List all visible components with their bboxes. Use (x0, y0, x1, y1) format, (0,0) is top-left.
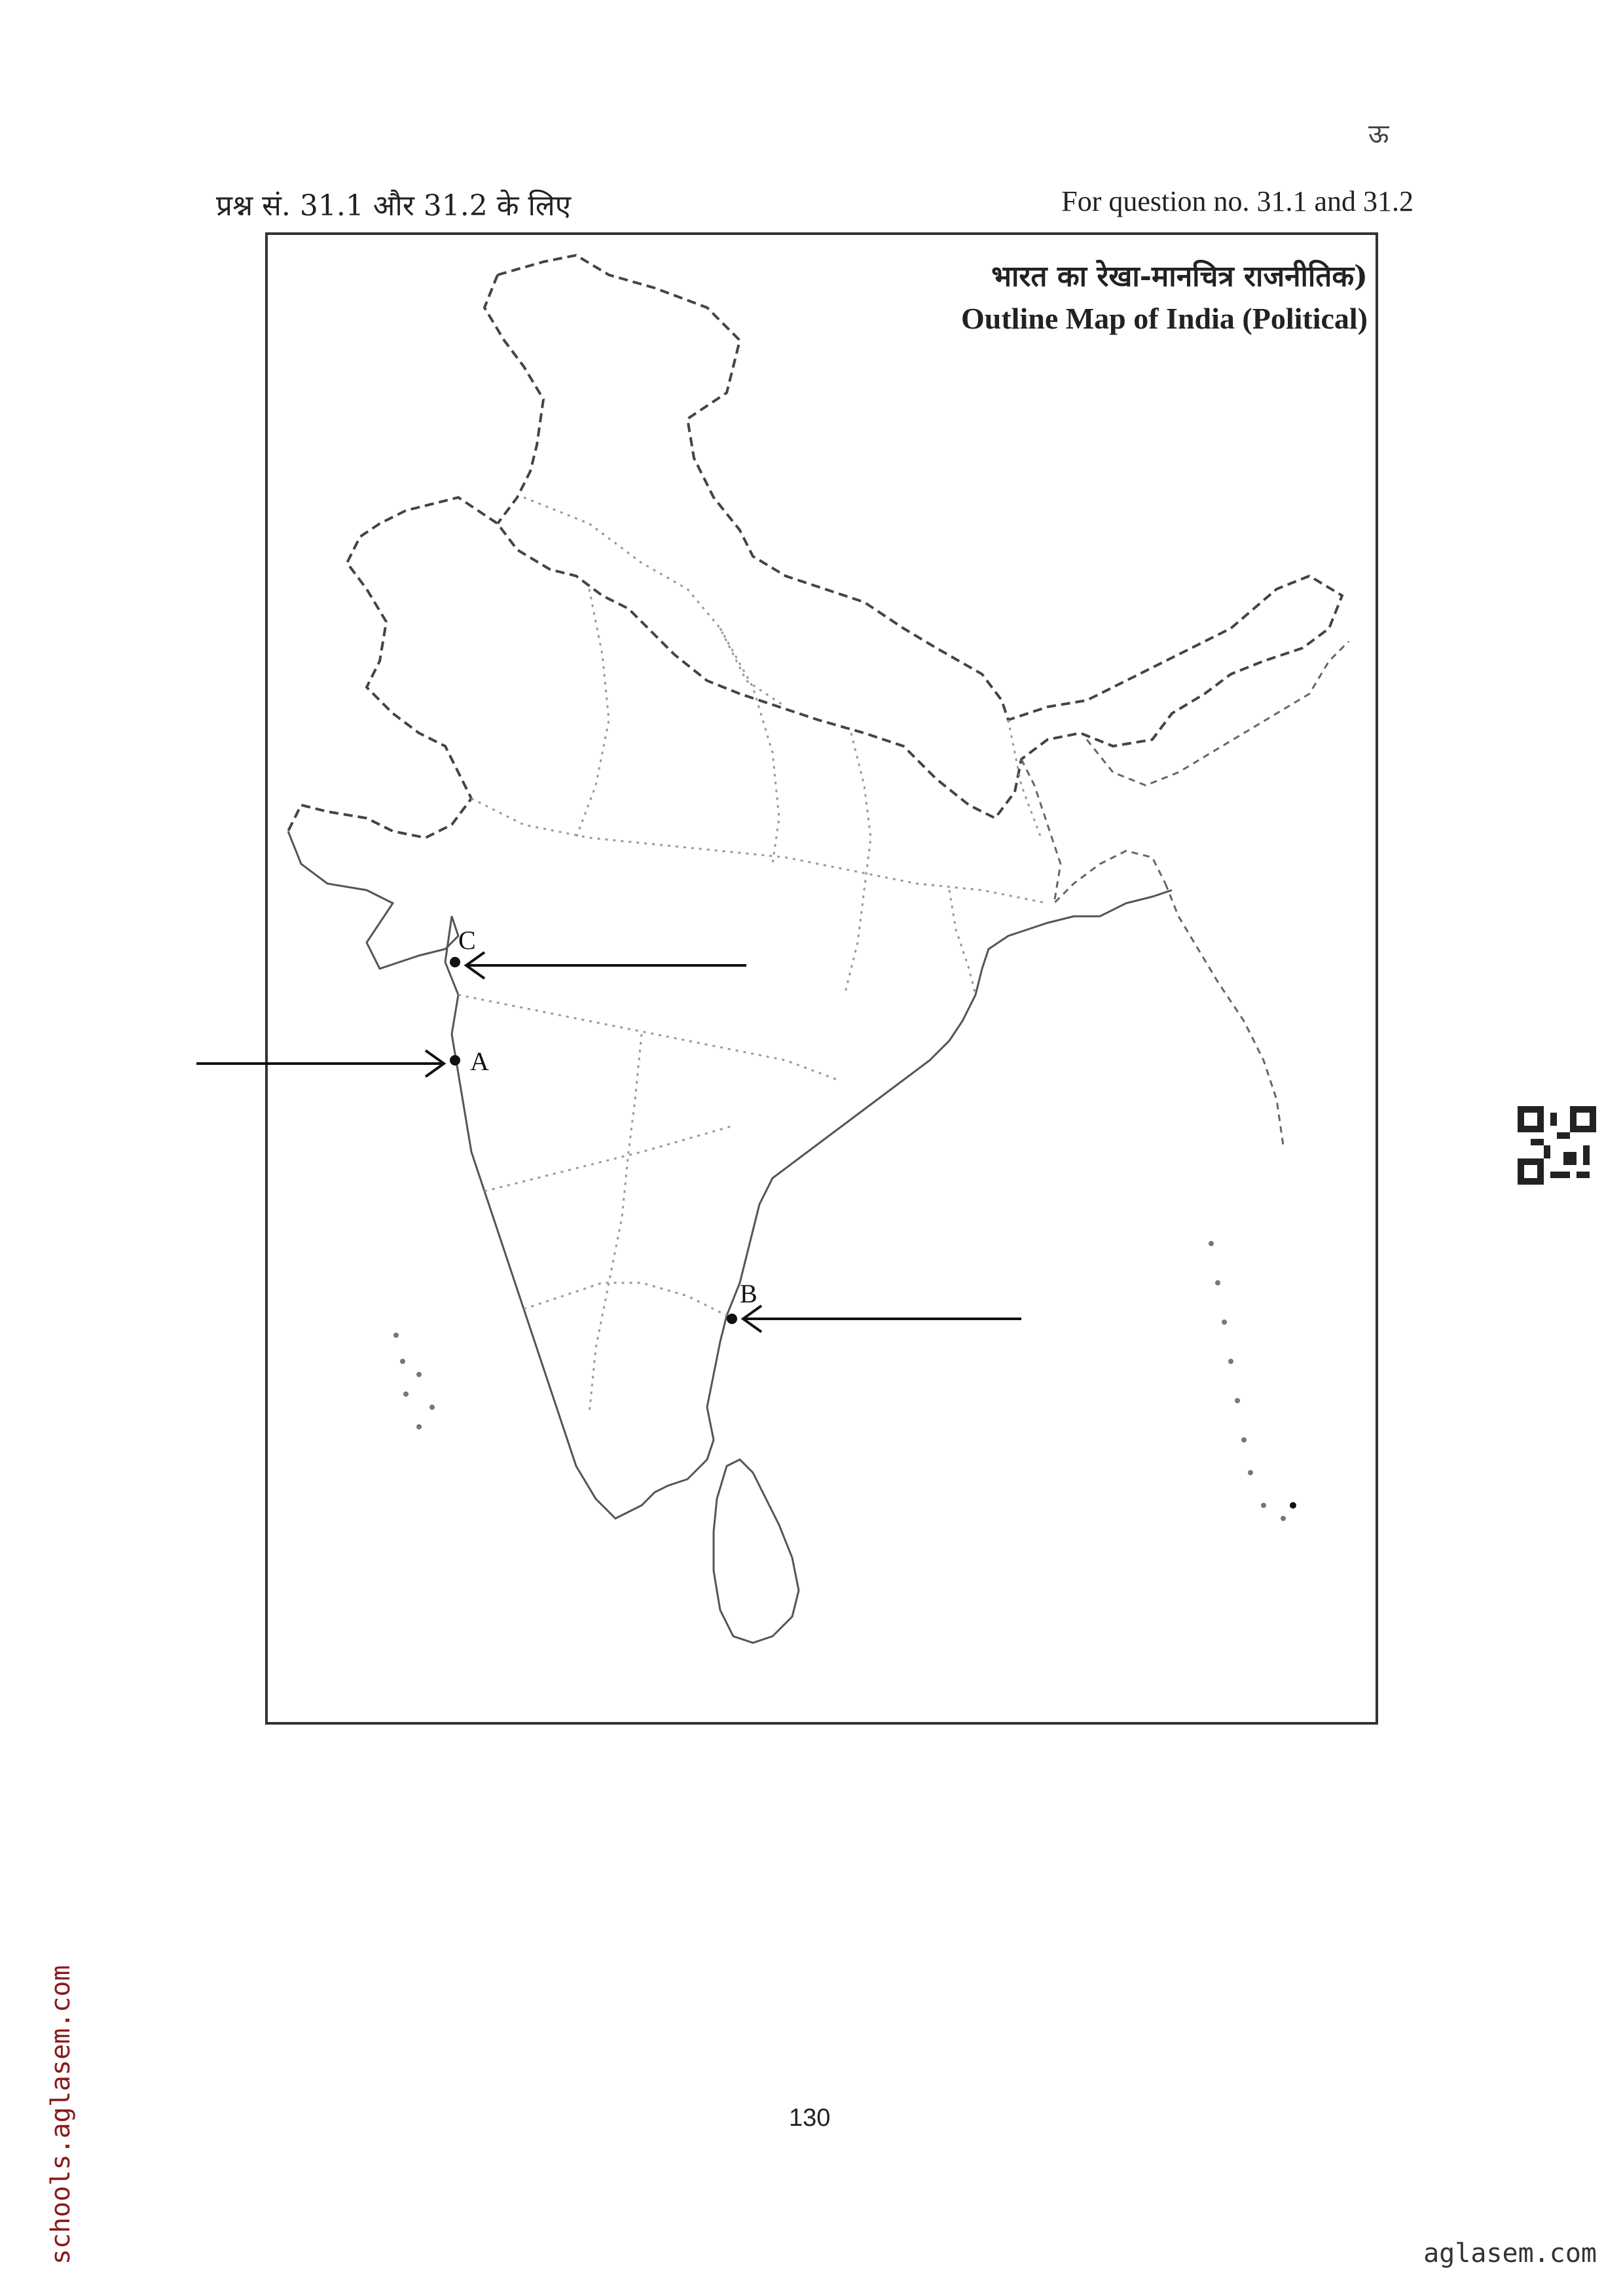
qr-code-icon (1518, 1106, 1596, 1185)
map-title-hindi: भारत का रेखा-मानचित्र राजनीतिक) (991, 260, 1368, 293)
question-header-english: For question no. 31.1 and 31.2 (1061, 185, 1413, 217)
marker-c (450, 925, 746, 978)
map-title-english: Outline Map of India (Political) (961, 302, 1368, 335)
corner-mark: ऊ (1368, 119, 1389, 149)
question-header-hindi: प्रश्न सं. 31.1 और 31.2 के लिए (216, 189, 572, 223)
marker-a-dot (450, 1055, 460, 1066)
coastline (288, 831, 1172, 1518)
marker-a (196, 1047, 489, 1077)
marker-c-dot (450, 957, 460, 967)
marker-a-label: A (470, 1047, 489, 1076)
international-boundary (288, 255, 1342, 838)
islands (393, 1241, 1296, 1521)
marker-b (727, 1279, 1021, 1332)
marker-b-dot (727, 1314, 737, 1324)
sri-lanka-outline (714, 1460, 799, 1643)
footer-watermark: aglasem.com (1423, 2238, 1597, 2269)
marker-c-label: C (458, 925, 476, 955)
page-number: 130 (789, 2104, 831, 2132)
marker-b-label: B (740, 1279, 757, 1308)
side-watermark: schools.aglasem.com (46, 1965, 76, 2265)
state-boundaries (458, 497, 1048, 1414)
